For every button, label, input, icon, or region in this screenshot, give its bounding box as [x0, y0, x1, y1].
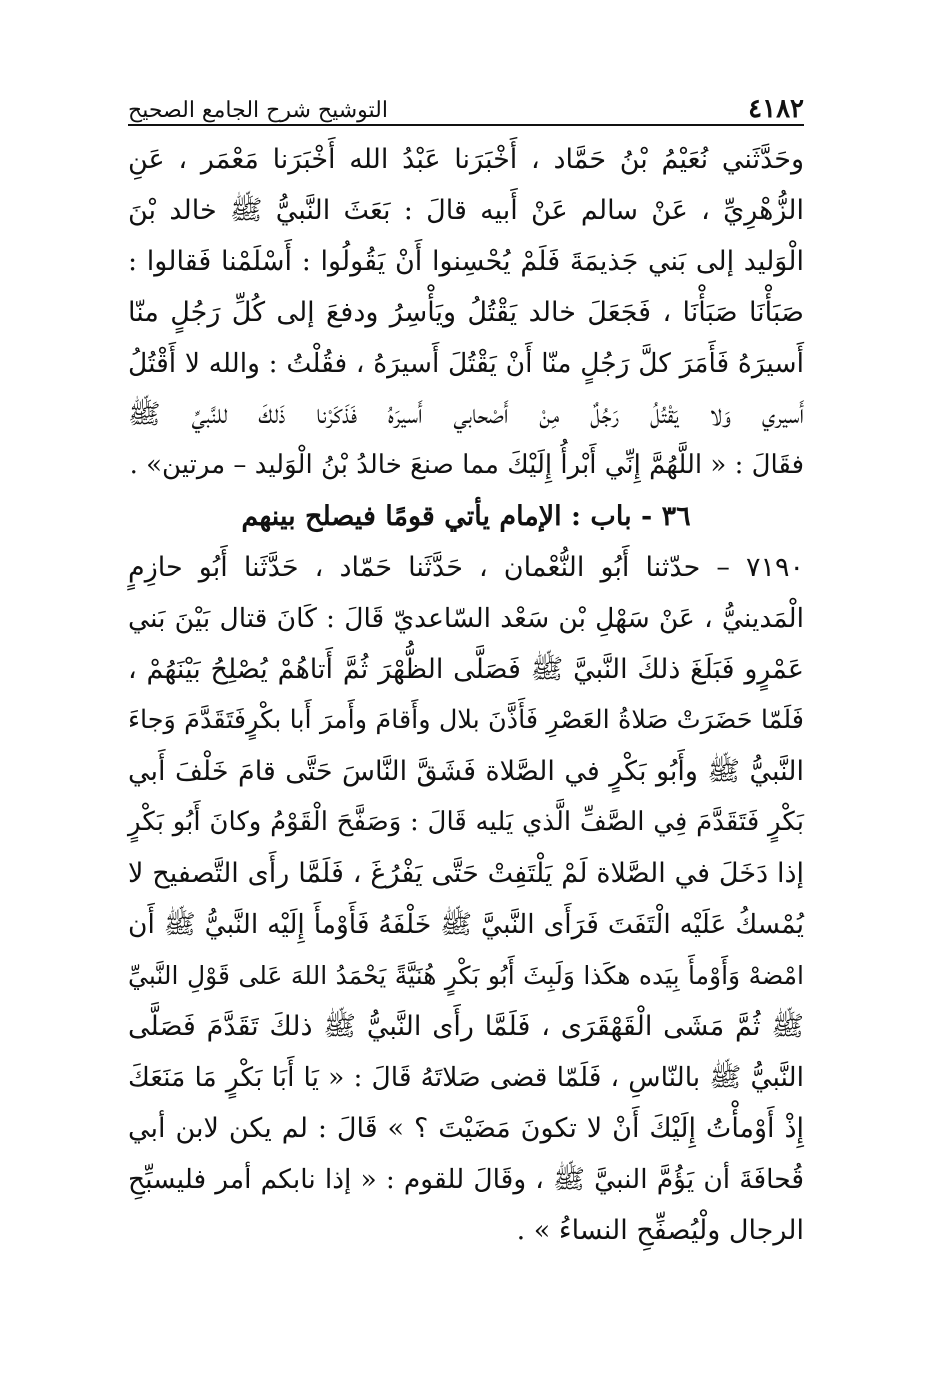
text-line: الْوَليد إلى بَني جَذيمَةَ فَلَمْ يُحْسِنوا أَنْ يَقُولُوا : أَسْلَمْنا فَقالوا : — [128, 246, 804, 277]
text-line: إذا دَخَلَ في الصَّلاة لَمْ يَلْتَفِتْ حَتَّى يَفْرُغَ ، فَلَمَّا رأَى التَّصفيح لا — [128, 858, 804, 889]
text-line: النَّبيُّ ﷺ بالنّاسِ ، فَلَمّا قضى صَلاتَهُ قَالَ : « يَا أَبَا بَكْرٍ مَا مَنَعَكَ — [128, 1062, 804, 1093]
text-line: ﷺ ثُمَّ مَشَى الْقَهْقَرَى ، فَلَمَّا رأَى النَّبيُّ ﷺ ذلكَ تَقَدَّمَ فَصَلَّى — [128, 1011, 804, 1042]
text-line: يُمْسكُ عَلَيْه الْتَفَتَ فَرَأَى النَّبيَّ ﷺ خَلْفَهُ فَأَوْمأَ إِلَيْه النَّبيُّ ﷺ أَن — [128, 909, 804, 940]
text-line: فَلَمّا حَضَرَتْ صَلاةُ العَصْرِ فَأَذَّنَ بلال وأَقامَ وأَمرَ أَبا بكْرٍفَتَقَدَّمَ وَجاءَ — [128, 705, 804, 735]
chapter-heading: ٣٦ - باب : الإمام يأتي قومًا فيصلح بينهم — [241, 501, 691, 532]
text-line: أَسيري وَلا يَقْتُلُ رَجُلٌ مِنْ أَصْحابي أَسيرَهُ فَذَكَرْنا ذَلكَ للنَّبيِّ ﷺ — [128, 399, 804, 430]
text-line: قُحافَةَ أن يَؤُمَّ النبيَّ ﷺ ، وقَالَ للقوم : « إذا نابكم أمر فليسبِّحِ — [128, 1164, 804, 1195]
text-line: الرجال ولْيُصفِّحِ النساءُ » . — [516, 1215, 804, 1246]
running-title: التوشيح شرح الجامع الصحيح — [128, 98, 388, 123]
text-line: الْمَدينيُّ ، عَنْ سَهْلِ بْن سَعْد السّاعديّ قَالَ : كَانَ قتال بَيْنَ بَني — [128, 603, 804, 634]
page-header — [128, 80, 804, 126]
book-page — [128, 80, 804, 1256]
text-line: فقَالَ : « اللَّهُمَّ إِنِّي أَبْرأُ إِلَيْكَ مما صنعَ خالدُ بْنُ الْوَليد – مرتين» . — [129, 450, 804, 480]
text-line: صَبَأْنَا صَبَأْنَا ، فَجَعَلَ خالد يَقْتُلُ ويَأْسِرُ ودفعَ إلى كُلِّ رَجُلٍ منّا — [128, 297, 804, 328]
text-line: أَسيرَهُ فَأَمَرَ كلَّ رَجُلٍ منّا أَنْ يَقْتُلَ أَسيرَهُ ، فقُلْتُ : والله لا أَقْتُلُ — [128, 348, 804, 379]
page-body — [128, 134, 804, 1256]
text-line: امْضهْ وَأَوْمأَ بِيَده هكَذا وَلَبِثَ أَبُو بَكْرٍ هُنَيَّةً يَحْمَدُ اللهَ عَلى قَوْلِ النَّبيِّ — [128, 961, 804, 990]
text-line: إِذْ أَوْمأْتُ إِلَيْكَ أَنْ لا تكونَ مَضَيْتَ ؟ » قَالَ : لم يكن لابن أبي — [128, 1113, 804, 1144]
text-line: النَّبيُّ ﷺ وأَبُو بَكْرٍ في الصَّلاة فَشَقَّ النَّاسَ حَتَّى قامَ خَلْفَ أَبي — [128, 756, 804, 787]
text-line: عَمْرٍو فَبَلَغَ ذلكَ النَّبيَّ ﷺ فَصَلَّى الظُّهْرَ ثُمَّ أَتاهُمْ يُصْلِحُ بَيْنَهُمْ ، — [128, 654, 804, 685]
text-line: ٧١٩٠ – حدّثنا أَبُو النُّعْمان ، حَدَّثَنا حَمّاد ، حَدَّثَنا أَبُو حازِمٍ — [128, 552, 804, 583]
page-number: ٤١٨٢ — [748, 94, 804, 124]
text-line: بَكْرٍ فَتَقَدَّمَ فِي الصَّفِّ الَّذي يَليه قَالَ : وَصَفَّحَ الْقَوْمُ وكانَ أَبُو بَكْرٍ — [128, 807, 804, 837]
text-line: وحَدَّثَني نُعَيْمُ بْنُ حَمَّاد ، أَخْبَرَنا عَبْدُ الله أَخْبَرَنا مَعْمَر ، عَنِ — [128, 144, 804, 175]
text-line: الزُّهْرِيِّ ، عَنْ سالم عَنْ أَبيه قالَ : بَعَثَ النَّبيُّ ﷺ خالد بْنَ — [128, 195, 804, 226]
